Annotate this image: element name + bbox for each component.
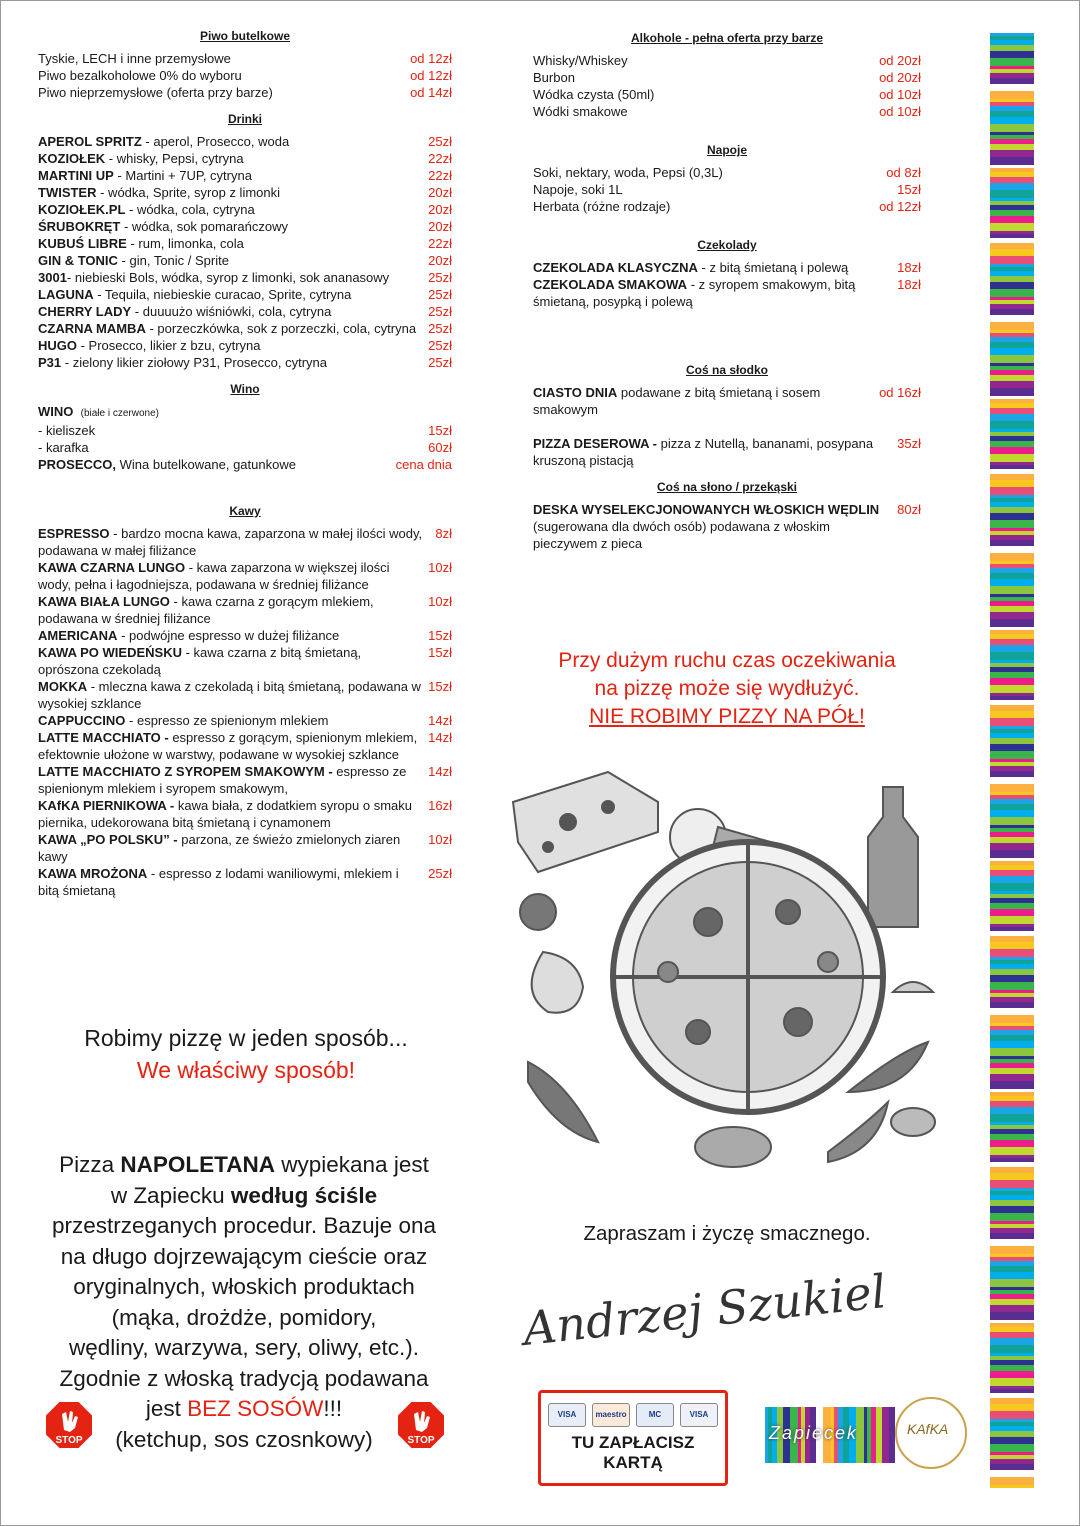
menu-item-title: AMERICANA <box>38 628 118 643</box>
payment-card-icon: maestro <box>592 1403 630 1427</box>
menu-item <box>38 439 452 456</box>
menu-item-name: Soki, nektary, woda, Pepsi (0,3L) <box>533 165 723 180</box>
decorative-stripe <box>990 33 1034 1488</box>
menu-item-desc: - z syropem smakowym, bitą śmietaną, posypką i polewą <box>533 277 856 309</box>
prosecco-desc: Wina butelkowane, gatunkowe <box>116 457 296 472</box>
menu-item-price: 8zł <box>435 526 452 541</box>
menu-item-name <box>38 354 428 371</box>
menu-item-name <box>38 320 428 337</box>
menu-item-price: 15zł <box>428 423 452 438</box>
menu-item-desc: - rum, limonka, cola <box>126 236 244 251</box>
menu-item-price: od 20zł <box>879 70 921 85</box>
menu-item-title: LATTE MACCHIATO - <box>38 730 169 745</box>
prosecco-price: cena dnia <box>395 457 452 472</box>
notice-line-3: NIE ROBIMY PIZZY NA PÓŁ! <box>589 705 865 728</box>
menu-item-name: - karafka <box>38 440 89 455</box>
menu-item-name <box>38 218 428 235</box>
menu-item-name <box>38 712 428 729</box>
menu-item-name <box>38 797 428 831</box>
menu-item-price: 25zł <box>428 338 452 353</box>
logo-brand: Zapiecek <box>769 1423 859 1443</box>
card-line-1: TU ZAPŁACISZ <box>571 1433 695 1452</box>
prosecco-item <box>38 456 452 473</box>
menu-item <box>38 559 452 593</box>
menu-item-name <box>38 559 428 593</box>
menu-item-name: Piwo nieprzemysłowe (oferta przy barze) <box>38 85 273 100</box>
menu-item <box>38 865 452 899</box>
menu-item-name: Napoje, soki 1L <box>533 182 623 197</box>
menu-item-title: KOZIOŁEK.PL <box>38 202 126 217</box>
menu-item-desc: - zielony likier ziołowy P31, Prosecco, cytryna <box>61 355 328 370</box>
payment-card-icon: MC <box>636 1403 674 1427</box>
menu-item-name <box>533 435 897 469</box>
menu-item-title: DESKA WYSELEKCJONOWANYCH WŁOSKICH WĘDLIN <box>533 502 880 517</box>
menu-item-desc: - podwójne espresso w dużej filiżance <box>117 628 340 643</box>
menu-item-price: 20zł <box>428 202 452 217</box>
menu-item-price: 10zł <box>428 560 452 575</box>
menu-item-desc: espresso z gorącym, spienionym mlekiem, efektownie ułożone w warstwy, podawane w wysokiej szklance <box>38 730 418 762</box>
menu-item <box>533 198 921 215</box>
menu-item-price: 25zł <box>428 355 452 370</box>
menu-item-desc: podawane z bitą śmietaną i sosem smakowym <box>533 385 821 417</box>
pt-1c: wypiekana jest <box>275 1152 429 1177</box>
menu-item <box>533 276 921 310</box>
menu-item <box>38 593 452 627</box>
menu-item-title: CAPPUCCINO <box>38 713 126 728</box>
menu-item-title: MARTINI UP <box>38 168 114 183</box>
prosecco-name: PROSECCO, <box>38 457 117 472</box>
pt-2b: według ściśle <box>230 1182 378 1208</box>
signature-text: Andrzej Szukiel <box>520 1264 889 1356</box>
menu-item <box>533 259 921 276</box>
menu-item-desc: pizza z Nutellą, bananami, posypana kruszoną pistacją <box>533 436 874 468</box>
menu-item-price: 15zł <box>428 679 452 694</box>
menu-item <box>38 831 452 865</box>
menu-item <box>38 133 452 150</box>
logo-sub: KAfKA <box>907 1421 949 1437</box>
menu-item-name <box>533 384 879 418</box>
menu-item-name <box>38 865 428 899</box>
menu-item <box>533 164 921 181</box>
menu-item-desc: - espresso z lodami waniliowymi, mlekiem i bitą śmietaną <box>38 866 399 898</box>
menu-item <box>38 150 452 167</box>
pt-2a: w Zapiecku <box>110 1182 231 1208</box>
pt-1a: Pizza <box>59 1152 121 1177</box>
salty-title: Coś na słono / przekąski <box>656 480 798 494</box>
menu-item-name <box>38 167 428 184</box>
menu-item-name <box>38 644 428 678</box>
menu-item-name <box>38 627 428 644</box>
menu-item-name <box>38 133 428 150</box>
menu-item-name: Whisky/Whiskey <box>533 53 628 68</box>
menu-item-price: 22zł <box>428 151 452 166</box>
menu-item-desc: - Martini + 7UP, cytryna <box>113 168 252 183</box>
chocolate-title: Czekolady <box>697 238 757 252</box>
soft-title: Napoje <box>706 143 747 157</box>
menu-item-name <box>38 729 428 763</box>
menu-item-desc: - niebieski Bols, wódka, syrop z limonki, sok ananasowy <box>66 270 390 285</box>
menu-item-name: Herbata (różne rodzaje) <box>533 199 671 214</box>
menu-item-name <box>38 269 428 286</box>
pt-5: oryginalnych, włoskich produktach <box>73 1274 415 1299</box>
card-payment-badge <box>538 1390 728 1486</box>
menu-item-price: 18zł <box>897 260 921 275</box>
menu-item-desc: parzona, ze świeżo zmielonych ziaren kawy <box>38 832 401 864</box>
menu-item-title: KAWA BIAŁA LUNGO <box>38 594 170 609</box>
stop-sign-icon <box>396 1400 446 1450</box>
card-line-2: KARTĄ <box>603 1453 663 1472</box>
beer-title: Piwo butelkowe <box>199 29 290 43</box>
menu-item <box>38 252 452 269</box>
menu-item <box>38 50 452 67</box>
menu-item-desc: kawa biała, z dodatkiem syropu o smaku piernika, udekorowana bitą śmietaną i cynamonem <box>38 798 412 830</box>
wine-list <box>38 422 452 456</box>
menu-item <box>38 644 452 678</box>
menu-item-title: KOZIOŁEK <box>38 151 106 166</box>
menu-item-price: 60zł <box>428 440 452 455</box>
menu-item-name <box>38 831 428 865</box>
alcohol-list <box>533 52 921 120</box>
menu-item-price: od 14zł <box>410 85 452 100</box>
menu-item-desc: (sugerowana dla dwóch osób) podawana z włoskim pieczywem z pieca <box>533 519 830 551</box>
menu-item <box>533 103 921 120</box>
menu-item-price: od 8zł <box>886 165 921 180</box>
motto-line-1: Robimy pizzę w jeden sposób... <box>84 1025 408 1051</box>
menu-item-price: 25zł <box>428 270 452 285</box>
menu-item-desc: - mleczna kawa z czekoladą i bitą śmietaną, podawana w wysokiej szklance <box>38 679 421 711</box>
salty-list <box>533 501 921 552</box>
menu-item <box>533 384 921 418</box>
menu-item <box>38 167 452 184</box>
menu-item-price: od 20zł <box>879 53 921 68</box>
menu-item-price: 16zł <box>428 798 452 813</box>
menu-item-title: KUBUŚ LIBRE <box>38 236 127 251</box>
menu-item-title: PIZZA DESEROWA - <box>533 436 657 451</box>
menu-item-price: 15zł <box>428 645 452 660</box>
menu-item-name <box>533 501 897 552</box>
menu-item-desc: - z bitą śmietaną i polewą <box>697 260 849 275</box>
menu-item-price: 10zł <box>428 594 452 609</box>
menu-item <box>38 678 452 712</box>
menu-item-desc: - porzeczkówka, sok z porzeczki, cola, cytryna <box>145 321 417 336</box>
wine-head <box>38 403 452 422</box>
menu-item-desc: - bardzo mocna kawa, zaparzona w małej ilości wody, podawana w małej filiżance <box>38 526 423 558</box>
menu-item-price: 25zł <box>428 304 452 319</box>
menu-item-desc: - gin, Tonic / Sprite <box>117 253 229 268</box>
menu-item <box>38 712 452 729</box>
menu-item-desc: - Prosecco, likier z bzu, cytryna <box>77 338 261 353</box>
menu-item-desc: - aperol, Prosecco, woda <box>141 134 290 149</box>
menu-item-title: KAWA MROŻONA <box>38 866 148 881</box>
menu-item-title: P31 <box>38 355 62 370</box>
menu-item-price: od 12zł <box>879 199 921 214</box>
motto <box>40 1022 452 1086</box>
menu-item-title: HUGO <box>38 338 77 353</box>
menu-item <box>533 435 921 469</box>
menu-item-name <box>38 593 428 627</box>
drinks-title: Drinki <box>227 112 262 126</box>
menu-item-name <box>38 150 428 167</box>
menu-item-desc: - kawa zaparzona w większej ilości wody, pełna i łagodniejsza, podawana w średniej filiżance <box>38 560 390 592</box>
menu-item-title: CZEKOLADA SMAKOWA <box>533 277 688 292</box>
menu-item-name: Tyskie, LECH i inne przemysłowe <box>38 51 231 66</box>
menu-item-desc: - wódka, Sprite, syrop z limonki <box>96 185 281 200</box>
menu-item-desc: - Tequila, niebieskie curacao, Sprite, cytryna <box>93 287 352 302</box>
menu-item-name <box>38 235 428 252</box>
zapiecek-logo <box>765 1395 965 1475</box>
menu-item-desc: - wódka, sok pomarańczowy <box>120 219 288 234</box>
menu-item-name <box>38 525 435 559</box>
menu-item-name <box>38 337 428 354</box>
menu-item-name: Wódki smakowe <box>533 104 628 119</box>
menu-item-price: 25zł <box>428 134 452 149</box>
menu-item-price: od 12zł <box>410 51 452 66</box>
pt-9b: BEZ SOSÓW <box>187 1396 324 1421</box>
wine-head-name: WINO <box>38 404 74 419</box>
sweet-list <box>533 384 921 469</box>
menu-item-title: CZEKOLADA KLASYCZNA <box>533 260 698 275</box>
menu-item-price: od 10zł <box>879 87 921 102</box>
menu-item-price: 20zł <box>428 253 452 268</box>
menu-item-title: LAGUNA <box>38 287 94 302</box>
drinks-list <box>38 133 452 371</box>
soft-list <box>533 164 921 215</box>
menu-item-price: od 10zł <box>879 104 921 119</box>
notice-line-1: Przy dużym ruchu czas oczekiwania <box>558 649 896 672</box>
menu-item-name <box>38 678 428 712</box>
menu-item-desc: - espresso ze spienionym mlekiem <box>125 713 329 728</box>
menu-item-desc: espresso ze spienionym mlekiem i syropem smakowym, <box>38 764 407 796</box>
pizza-wait-notice <box>520 647 934 731</box>
menu-item-price: 15zł <box>897 182 921 197</box>
menu-item-desc: - kawa czarna z gorącym mlekiem, podawana w średniej filiżance <box>38 594 374 626</box>
menu-item-name <box>533 259 897 276</box>
menu-item <box>38 422 452 439</box>
menu-item-price: 14zł <box>428 764 452 779</box>
menu-item-name <box>38 201 428 218</box>
menu-item <box>38 184 452 201</box>
alcohol-title: Alkohole - pełna oferta przy barze <box>630 31 824 45</box>
menu-item <box>38 201 452 218</box>
menu-item-title: KAWA PO WIEDEŃSKU <box>38 645 182 660</box>
stop-sign-icon <box>44 1400 94 1450</box>
menu-item <box>38 235 452 252</box>
wine-head-note: (białe i czerwone) <box>80 408 159 419</box>
menu-item-price: 14zł <box>428 730 452 745</box>
left-column <box>38 28 452 899</box>
menu-item-price: 10zł <box>428 832 452 847</box>
menu-item-name <box>38 303 428 320</box>
payment-card-icon: VISA <box>680 1403 718 1427</box>
sweet-title: Coś na słodko <box>685 363 768 377</box>
pt-1b: NAPOLETANA <box>120 1152 275 1177</box>
menu-item <box>38 303 452 320</box>
menu-item-name <box>38 763 428 797</box>
pt-9c: !!! <box>323 1396 343 1421</box>
menu-item-title: ŚRUBOKRĘT <box>38 219 121 234</box>
menu-item-price: od 12zł <box>410 68 452 83</box>
menu-item <box>38 354 452 371</box>
menu-item-title: CZARNA MAMBA <box>38 321 146 336</box>
menu-item <box>533 501 921 552</box>
menu-item-name: - kieliszek <box>38 423 96 438</box>
menu-item <box>533 86 921 103</box>
menu-item <box>38 337 452 354</box>
menu-item-desc: - duuuużo wiśniówki, cola, cytryna <box>131 304 332 319</box>
stop-label-left: STOP <box>55 1435 83 1446</box>
menu-item-title: MOKKA <box>38 679 88 694</box>
menu-item <box>38 320 452 337</box>
menu-item-title: CIASTO DNIA <box>533 385 618 400</box>
menu-item-title: GIN & TONIC <box>38 253 118 268</box>
menu-item-price: 14zł <box>428 713 452 728</box>
signature <box>515 1255 955 1365</box>
menu-item-price: 22zł <box>428 236 452 251</box>
invite-text: Zapraszam i życzę smacznego. <box>583 1222 871 1245</box>
menu-item-price: 18zł <box>897 277 921 292</box>
stop-label-right: STOP <box>407 1435 435 1446</box>
menu-item <box>38 218 452 235</box>
payment-card-icon: VISA <box>548 1403 586 1427</box>
chocolate-list <box>533 259 921 310</box>
menu-item-price: 25zł <box>428 321 452 336</box>
menu-item-name <box>38 286 428 303</box>
menu-item <box>38 286 452 303</box>
card-icons <box>541 1403 725 1427</box>
menu-item-price: 20zł <box>428 219 452 234</box>
pt-8: Zgodnie z włoską tradycją podawana <box>59 1365 429 1391</box>
menu-item-name <box>38 184 428 201</box>
menu-item-name: Piwo bezalkoholowe 0% do wyboru <box>38 68 242 83</box>
pt-3: przestrzeganych procedur. Bazuje ona <box>52 1213 436 1238</box>
menu-item <box>533 181 921 198</box>
menu-item-price: 80zł <box>897 502 921 517</box>
menu-item-title: LATTE MACCHIATO Z SYROPEM SMAKOWYM - <box>38 764 333 779</box>
menu-item <box>38 797 452 831</box>
motto-line-2: We właściwy sposób! <box>136 1057 356 1083</box>
menu-item-title: ESPRESSO <box>38 526 110 541</box>
menu-item-price: 15zł <box>428 628 452 643</box>
menu-item <box>533 52 921 69</box>
menu-item-desc: - kawa czarna z bitą śmietaną, oprószona czekoladą <box>38 645 362 677</box>
menu-item-price: od 16zł <box>879 385 921 400</box>
menu-item-price: 25zł <box>428 287 452 302</box>
menu-item-desc: - whisky, Pepsi, cytryna <box>105 151 244 166</box>
menu-item-name: Burbon <box>533 70 575 85</box>
pizza-illustration <box>508 762 948 1192</box>
pt-4: na długo dojrzewającym cieście oraz <box>60 1243 428 1269</box>
menu-item-title: APEROL SPRITZ <box>38 134 142 149</box>
menu-item-price: 22zł <box>428 168 452 183</box>
menu-item <box>38 627 452 644</box>
menu-item <box>533 69 921 86</box>
menu-item-name <box>533 276 897 310</box>
menu-item-title: TWISTER <box>38 185 97 200</box>
menu-item-name <box>38 252 428 269</box>
menu-item-price: 25zł <box>428 866 452 881</box>
menu-item-title: 3001 <box>38 270 67 285</box>
menu-item-name: Wódka czysta (50ml) <box>533 87 655 102</box>
menu-item-title: KAfKA PIERNIKOWA - <box>38 798 175 813</box>
menu-item-desc: - wódka, cola, cytryna <box>125 202 255 217</box>
pt-10: (ketchup, sos czosnkowy) <box>115 1426 373 1452</box>
menu-item <box>38 729 452 763</box>
menu-item <box>38 84 452 101</box>
pt-6: (mąka, drożdże, pomidory, <box>111 1304 377 1330</box>
menu-item <box>38 67 452 84</box>
coffee-title: Kawy <box>229 504 261 518</box>
right-column <box>533 30 921 552</box>
beer-list <box>38 50 452 101</box>
pt-9a: jest <box>145 1396 188 1421</box>
menu-item-price: 20zł <box>428 185 452 200</box>
menu-item <box>38 525 452 559</box>
menu-item <box>38 763 452 797</box>
menu-item <box>38 269 452 286</box>
logo-cup-icon <box>895 1397 967 1469</box>
coffee-list <box>38 525 452 899</box>
menu-item-price: 35zł <box>897 436 921 451</box>
wine-title: Wino <box>230 382 260 396</box>
notice-line-2: na pizzę może się wydłużyć. <box>594 677 860 700</box>
pt-7: wędliny, warzywa, sery, oliwy, etc.). <box>68 1335 420 1360</box>
menu-item-title: KAWA „PO POLSKU” - <box>38 832 178 847</box>
menu-item-title: KAWA CZARNA LUNGO <box>38 560 186 575</box>
menu-item-title: CHERRY LADY <box>38 304 132 319</box>
